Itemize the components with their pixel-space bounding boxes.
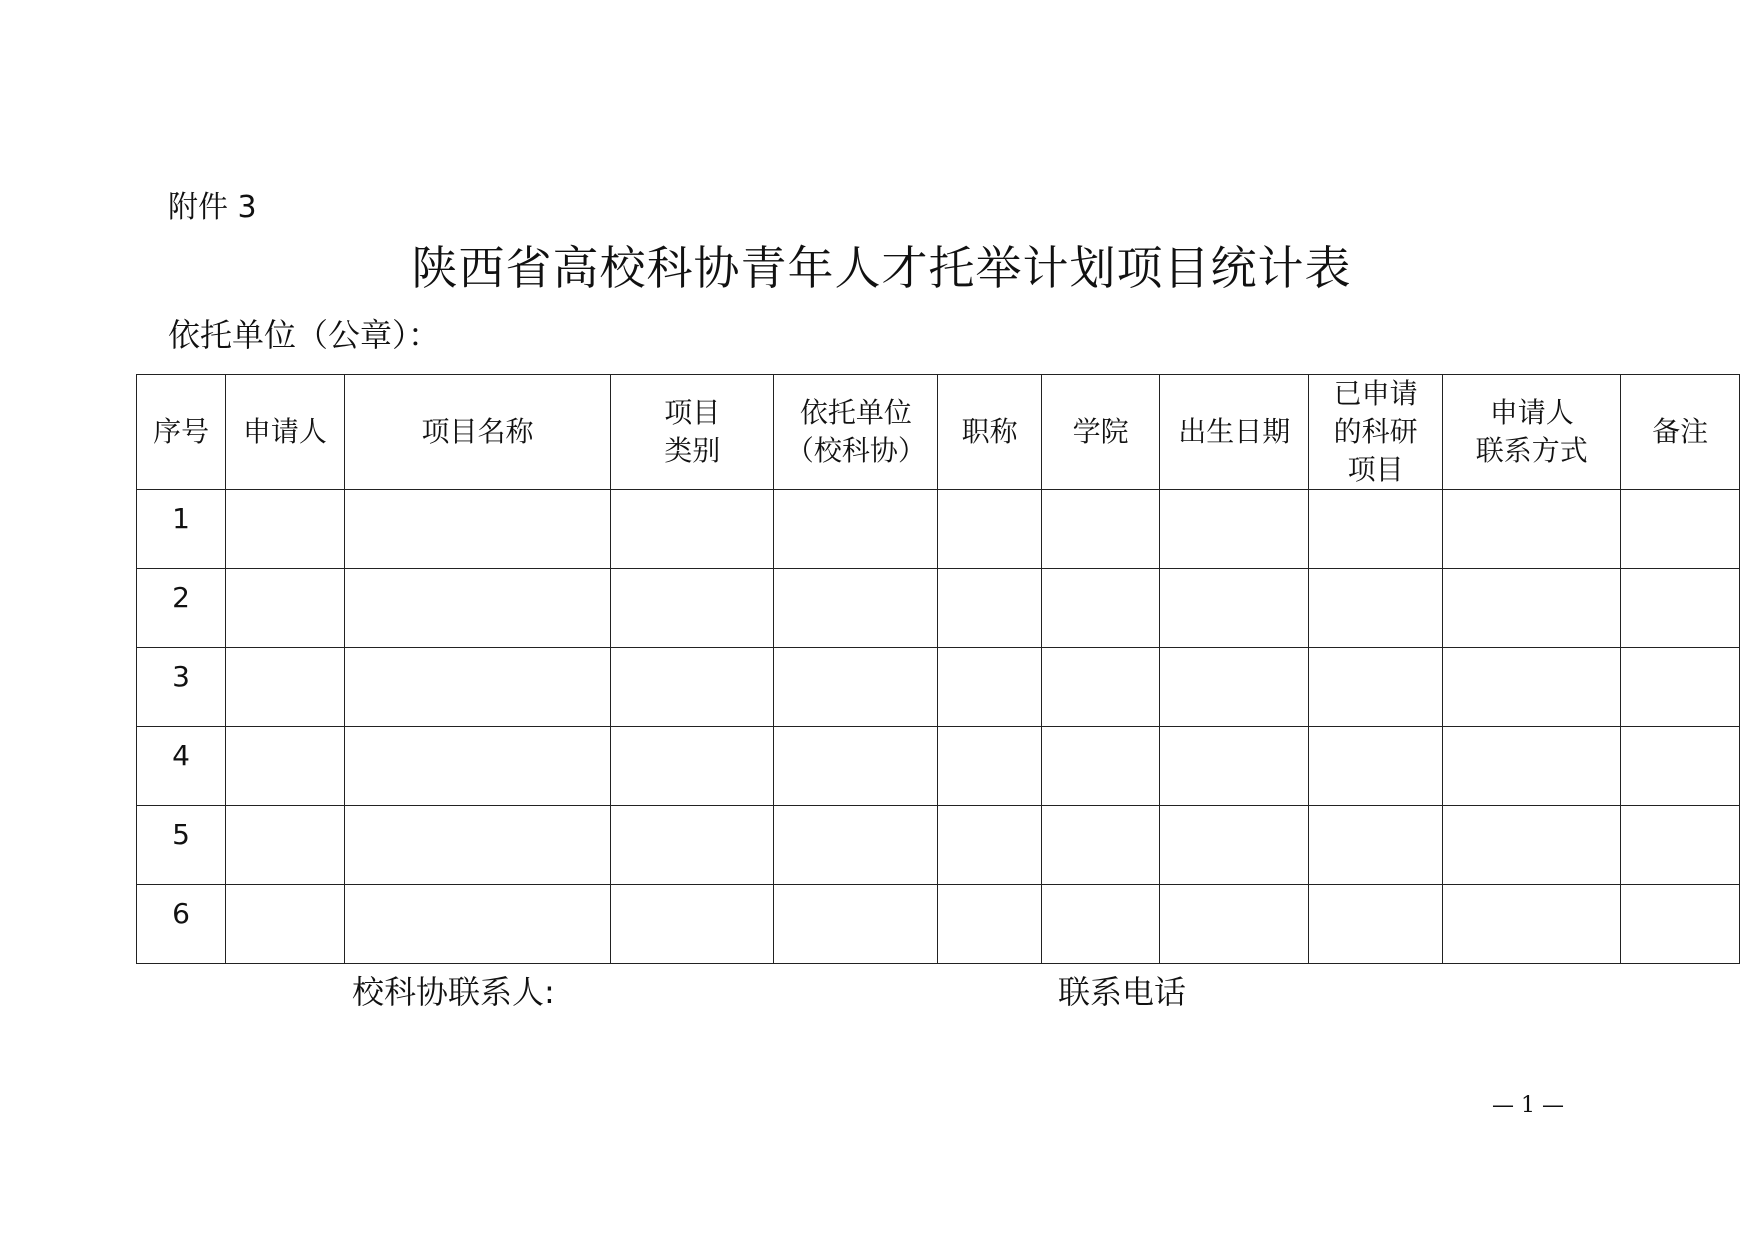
cell-remarks [1621,727,1740,806]
cell-contact-info [1443,885,1621,964]
row-seq: 3 [137,648,226,727]
cell-applicant [226,885,345,964]
cell-project-name [344,727,610,806]
cell-host-unit [774,490,938,569]
header-project-category: 项目 类别 [611,375,774,490]
header-title: 职称 [938,375,1041,490]
attachment-label: 附件 3 [168,190,257,225]
table-row [137,569,1740,648]
row-seq: 1 [137,490,226,569]
cell-college [1041,490,1160,569]
cell-contact-info [1443,648,1621,727]
cell-birth-date [1160,490,1309,569]
cell-applied-projects [1309,648,1443,727]
cell-remarks [1621,569,1740,648]
cell-birth-date [1160,727,1309,806]
cell-applicant [226,806,345,885]
cell-remarks [1621,490,1740,569]
page-title-text: 陕西省高校科协青年人才托举计划项目统计表 [411,241,1352,295]
cell-host-unit [774,806,938,885]
row-seq: 4 [137,727,226,806]
cell-applied-projects [1309,806,1443,885]
cell-birth-date [1160,648,1309,727]
cell-applied-projects [1309,569,1443,648]
cell-host-unit [774,727,938,806]
cell-college [1041,648,1160,727]
cell-college [1041,885,1160,964]
row-seq: 2 [137,569,226,648]
cell-college [1041,727,1160,806]
cell-remarks [1621,648,1740,727]
cell-title [938,569,1041,648]
cell-title [938,806,1041,885]
cell-applicant [226,727,345,806]
cell-title [938,490,1041,569]
contact-person-label: 校科协联系人: [352,973,555,1011]
cell-birth-date [1160,885,1309,964]
cell-title [938,885,1041,964]
cell-college [1041,806,1160,885]
table-row [137,648,1740,727]
row-seq: 6 [137,885,226,964]
cell-applicant [226,648,345,727]
table-row [137,806,1740,885]
table-row [137,885,1740,964]
cell-project-name [344,806,610,885]
header-seq: 序号 [137,375,226,490]
cell-project-name [344,885,610,964]
cell-project-name [344,490,610,569]
cell-title [938,727,1041,806]
table-row [137,490,1740,569]
cell-host-unit [774,569,938,648]
cell-project-category [611,727,774,806]
cell-title [938,648,1041,727]
table-row [137,727,1740,806]
header-remarks: 备注 [1621,375,1740,490]
header-host-unit: 依托单位 （校科协） [774,375,938,490]
cell-contact-info [1443,490,1621,569]
cell-remarks [1621,885,1740,964]
cell-birth-date [1160,806,1309,885]
cell-project-category [611,569,774,648]
cell-applied-projects [1309,885,1443,964]
page-title [0,240,1755,296]
row-seq: 5 [137,806,226,885]
cell-project-name [344,648,610,727]
header-applicant: 申请人 [226,375,345,490]
header-project-name: 项目名称 [344,375,610,490]
cell-host-unit [774,885,938,964]
cell-contact-info [1443,806,1621,885]
host-unit-seal-line: 依托单位（公章）： [168,316,441,354]
cell-contact-info [1443,727,1621,806]
cell-project-category [611,806,774,885]
cell-project-name [344,569,610,648]
page-number: — 1 — [1492,1093,1564,1118]
cell-applied-projects [1309,490,1443,569]
project-statistics-table [136,374,1740,964]
cell-applied-projects [1309,727,1443,806]
cell-college [1041,569,1160,648]
cell-project-category [611,648,774,727]
cell-project-category [611,885,774,964]
cell-applicant [226,569,345,648]
cell-applicant [226,490,345,569]
header-birth-date: 出生日期 [1160,375,1309,490]
header-college: 学院 [1041,375,1160,490]
cell-birth-date [1160,569,1309,648]
table-header-row [137,375,1740,490]
header-contact-info: 申请人 联系方式 [1443,375,1621,490]
cell-host-unit [774,648,938,727]
cell-remarks [1621,806,1740,885]
cell-project-category [611,490,774,569]
contact-phone-label: 联系电话 [1058,973,1187,1011]
cell-contact-info [1443,569,1621,648]
header-applied-projects: 已申请 的科研 项目 [1309,375,1443,490]
